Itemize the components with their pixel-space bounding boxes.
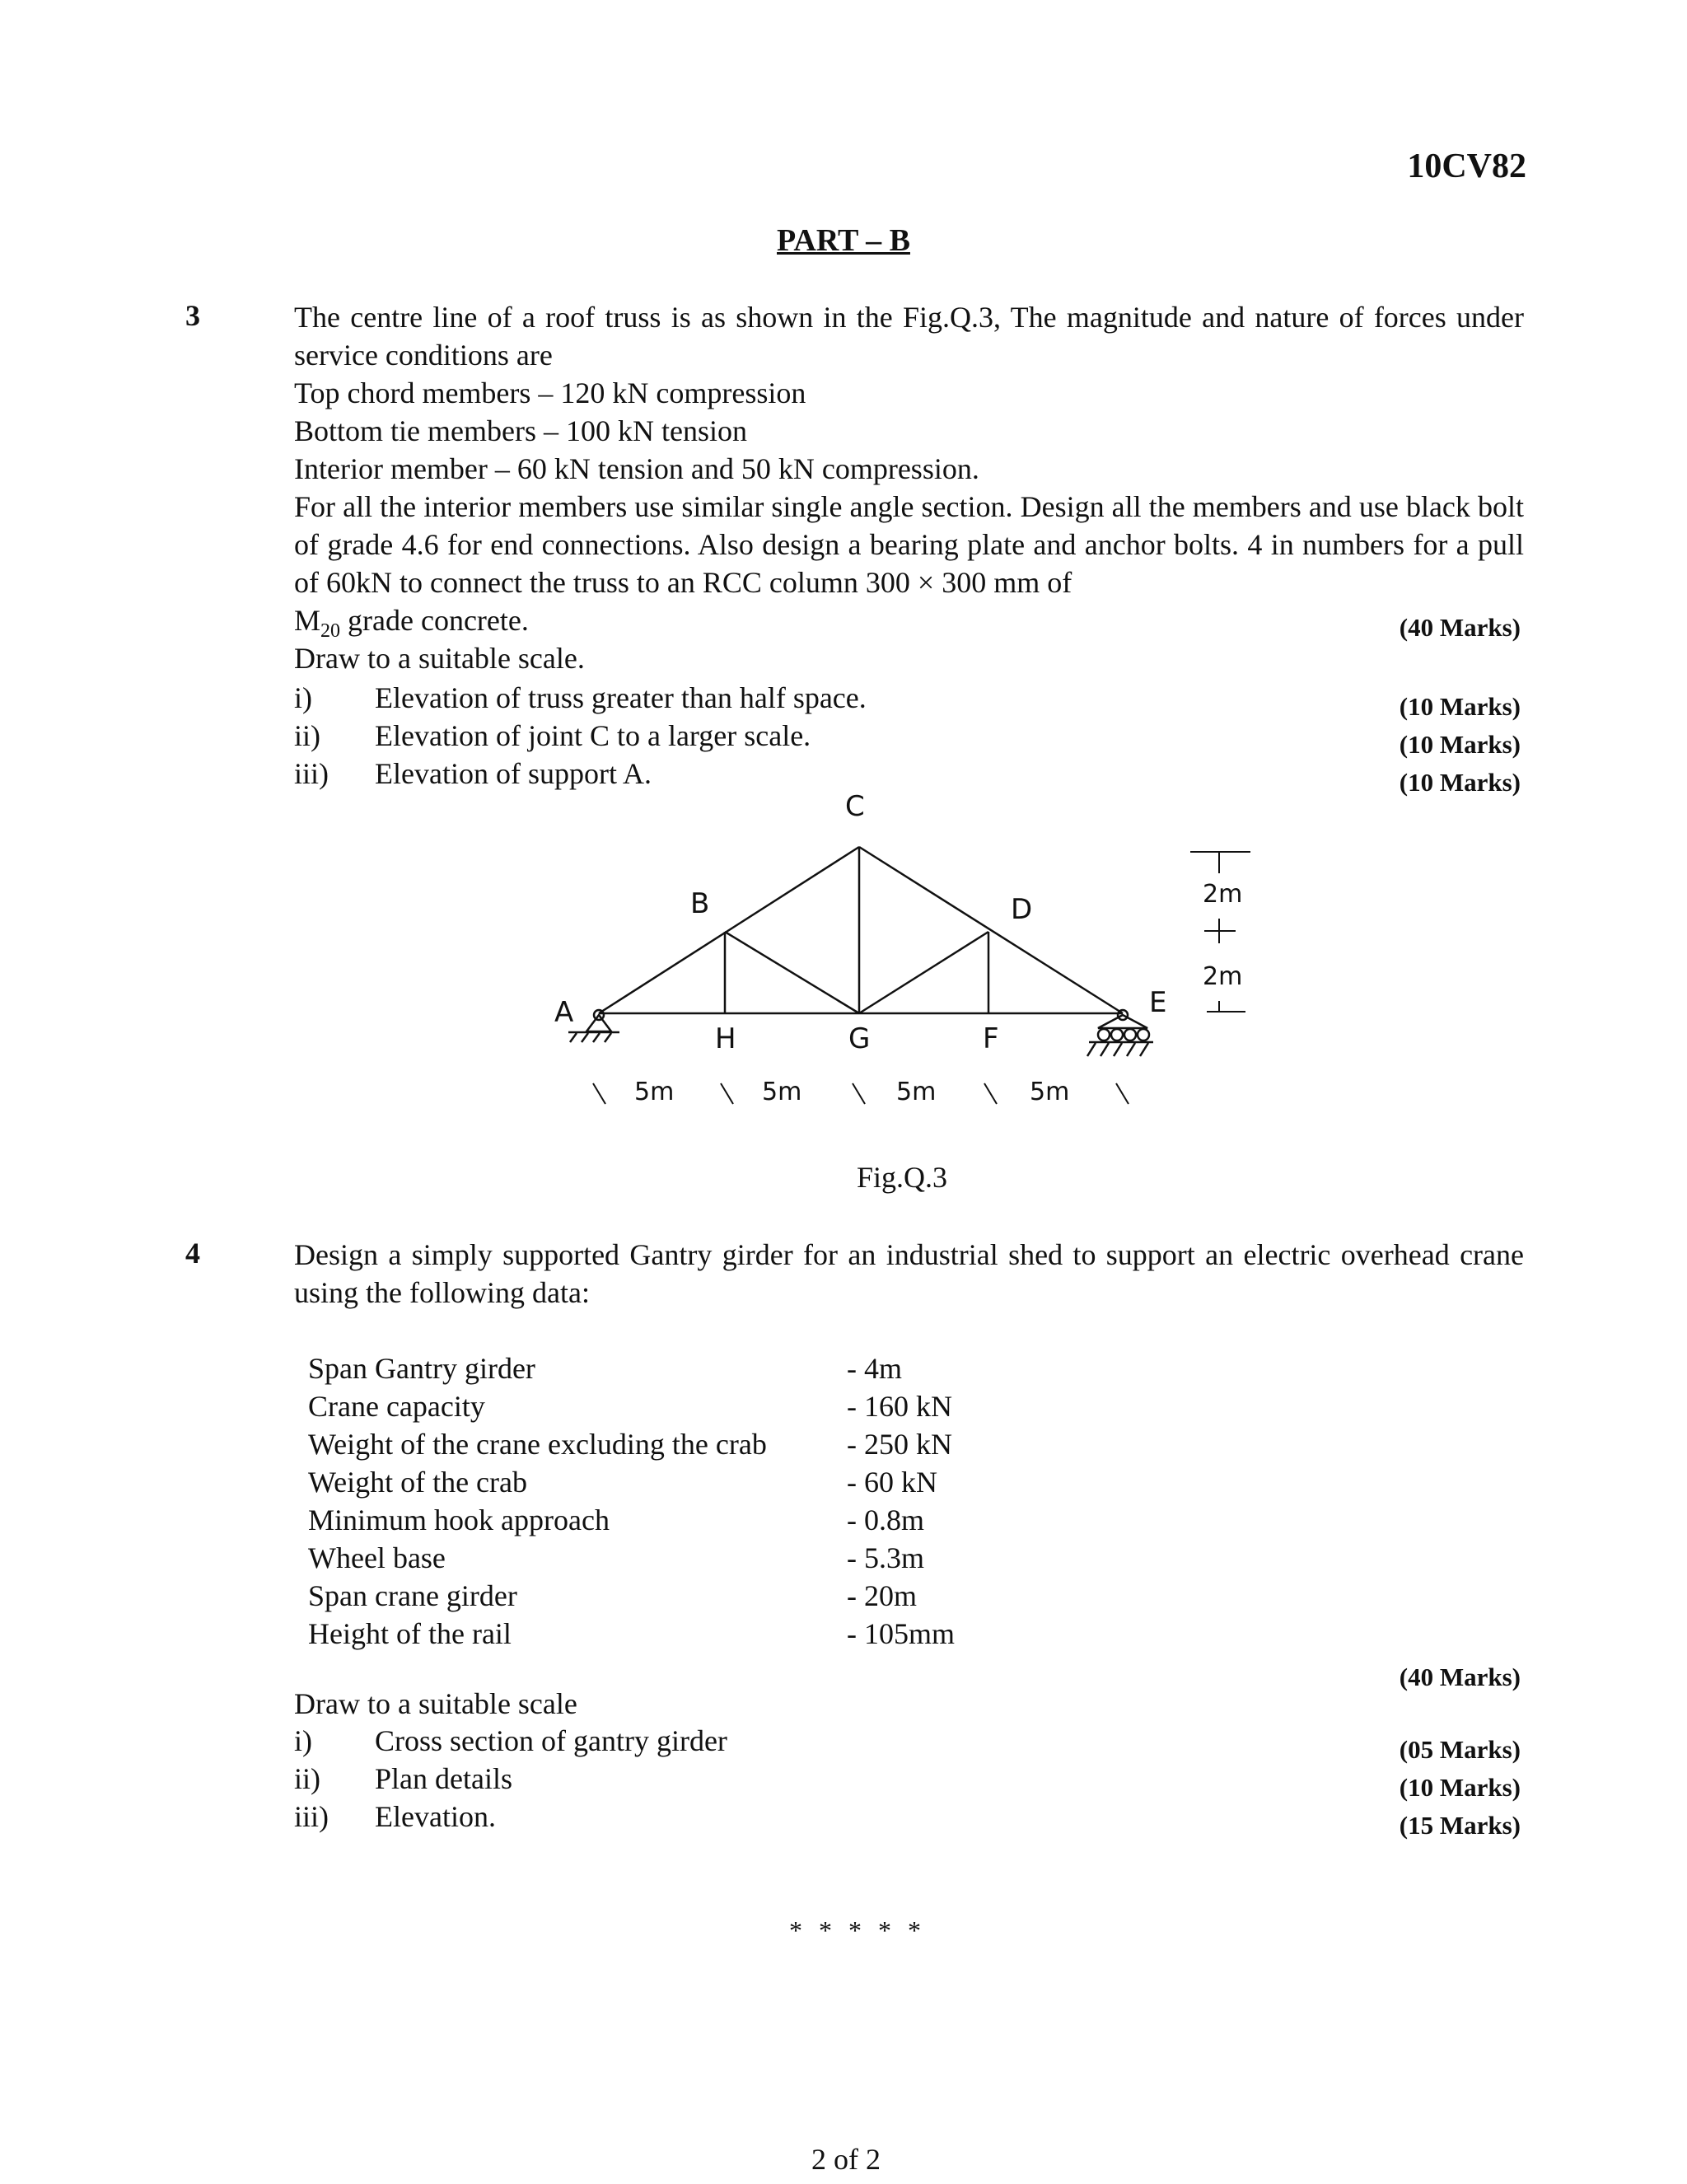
label-f: F xyxy=(983,1022,999,1055)
question-4-intro: Design a simply supported Gantry girder for an industrial shed to support an electric overhead crane using the following data: xyxy=(294,1238,1524,1309)
data-value-crane-weight: - 250 kN xyxy=(847,1428,952,1461)
roller-1 xyxy=(1098,1029,1110,1041)
span-gf: 5m xyxy=(896,1078,937,1106)
roller-triangle xyxy=(1098,1015,1147,1028)
figure-caption: Fig.Q.3 xyxy=(857,1161,948,1194)
question-4-draw-heading: Draw to a suitable scale xyxy=(294,1687,577,1720)
label-e: E xyxy=(1149,986,1167,1019)
question-3-draw-heading: Draw to a suitable scale. xyxy=(294,642,585,675)
roller-4 xyxy=(1138,1029,1149,1041)
data-value-crane-capacity: - 160 kN xyxy=(847,1390,952,1423)
data-value-hook-approach: - 0.8m xyxy=(847,1504,924,1536)
data-label-crab-weight: Weight of the crab xyxy=(308,1466,527,1499)
force-interior: Interior member – 60 kN tension and 50 kN compression. xyxy=(294,452,979,485)
roller-2 xyxy=(1111,1029,1123,1041)
force-top-chord: Top chord members – 120 kN compression xyxy=(294,376,806,409)
data-label-crane-weight: Weight of the crane excluding the crab xyxy=(308,1428,767,1461)
data-label-hook-approach: Minimum hook approach xyxy=(308,1504,610,1536)
height-upper: 2m xyxy=(1203,880,1243,909)
q4-drawing-2-marks: (10 Marks) xyxy=(1399,1773,1521,1802)
roller-3 xyxy=(1124,1029,1136,1041)
part-heading: PART – B xyxy=(777,223,910,258)
pin-hatch xyxy=(570,1033,611,1042)
span-ah: 5m xyxy=(634,1078,675,1106)
page-number: 2 of 2 xyxy=(811,2143,881,2176)
data-value-crab-weight: - 60 kN xyxy=(847,1466,937,1499)
force-bottom-tie: Bottom tie members – 100 kN tension xyxy=(294,414,747,447)
question-3-number: 3 xyxy=(185,299,200,332)
data-label-crane-capacity: Crane capacity xyxy=(308,1390,485,1423)
q3-drawing-2-num: ii) xyxy=(294,719,320,752)
truss-members xyxy=(599,847,1123,1013)
roller-hatch xyxy=(1087,1043,1148,1056)
label-b: B xyxy=(690,887,710,920)
end-stars: * * * * * xyxy=(789,1915,926,1945)
label-d: D xyxy=(1011,893,1033,926)
paper-code: 10CV82 xyxy=(1407,147,1526,185)
question-3-intro: The centre line of a roof truss is as shown in the Fig.Q.3, The magnitude and nature of forces under service conditions are xyxy=(294,301,1524,372)
height-lower: 2m xyxy=(1203,962,1243,991)
q3-drawing-3-text: Elevation of support A. xyxy=(375,757,652,790)
data-label-wheel-base: Wheel base xyxy=(308,1541,446,1574)
data-label-rail-height: Height of the rail xyxy=(308,1617,512,1650)
q4-drawing-3-text: Elevation. xyxy=(375,1800,496,1833)
question-3-design-text: For all the interior members use similar single angle section. Design all the members and use black bolt of grade 4.6 for end connections. Also design a bearing plate and anchor bolts. 4 in numbers for a pull of 60kN to connect the truss to an RCC column 300 × 300 mm of xyxy=(294,490,1524,599)
q3-drawing-1-num: i) xyxy=(294,681,312,714)
label-a: A xyxy=(554,996,574,1029)
roller-support-e xyxy=(1087,1010,1153,1056)
q4-drawing-2-num: ii) xyxy=(294,1762,320,1795)
label-h: H xyxy=(715,1022,736,1055)
q3-drawing-1-text: Elevation of truss greater than half space. xyxy=(375,681,867,714)
question-4-number: 4 xyxy=(185,1237,200,1270)
member-dg xyxy=(859,932,988,1013)
q4-drawing-1-marks: (05 Marks) xyxy=(1399,1735,1521,1764)
pin-triangle xyxy=(586,1015,611,1031)
q4-drawing-1-text: Cross section of gantry girder xyxy=(375,1724,727,1757)
q3-drawing-2-marks: (10 Marks) xyxy=(1399,730,1521,759)
q3-drawing-1-marks: (10 Marks) xyxy=(1399,692,1521,721)
question-4-main-marks: (40 Marks) xyxy=(1399,1663,1521,1691)
span-dimension-labels xyxy=(634,1078,1069,1106)
height-dimension-labels xyxy=(1203,880,1242,991)
label-g: G xyxy=(848,1022,871,1055)
member-bg xyxy=(725,932,859,1013)
data-value-span-crane: - 20m xyxy=(847,1579,917,1612)
data-value-span-gantry: - 4m xyxy=(847,1352,902,1385)
question-3-main-marks: (40 Marks) xyxy=(1399,613,1521,642)
q4-drawing-3-marks: (15 Marks) xyxy=(1399,1811,1521,1840)
span-hg: 5m xyxy=(762,1078,802,1106)
q3-drawing-3-num: iii) xyxy=(294,757,329,790)
top-chord-left xyxy=(599,847,859,1013)
q4-drawing-2-text: Plan details xyxy=(375,1762,512,1795)
q3-drawing-3-marks: (10 Marks) xyxy=(1399,768,1521,797)
data-value-wheel-base: - 5.3m xyxy=(847,1541,924,1574)
data-label-span-crane: Span crane girder xyxy=(308,1579,517,1612)
data-label-span-gantry: Span Gantry girder xyxy=(308,1352,535,1385)
data-value-rail-height: - 105mm xyxy=(847,1617,955,1650)
pin-support-a xyxy=(568,1010,619,1042)
q4-drawing-3-num: iii) xyxy=(294,1800,329,1833)
label-c: C xyxy=(845,790,865,823)
q4-drawing-1-num: i) xyxy=(294,1724,312,1757)
joint-labels xyxy=(554,790,1166,1055)
q3-drawing-2-text: Elevation of joint C to a larger scale. xyxy=(375,719,811,752)
concrete-grade: $M_{20}$ grade concrete. xyxy=(294,604,529,643)
span-fe: 5m xyxy=(1030,1078,1070,1106)
